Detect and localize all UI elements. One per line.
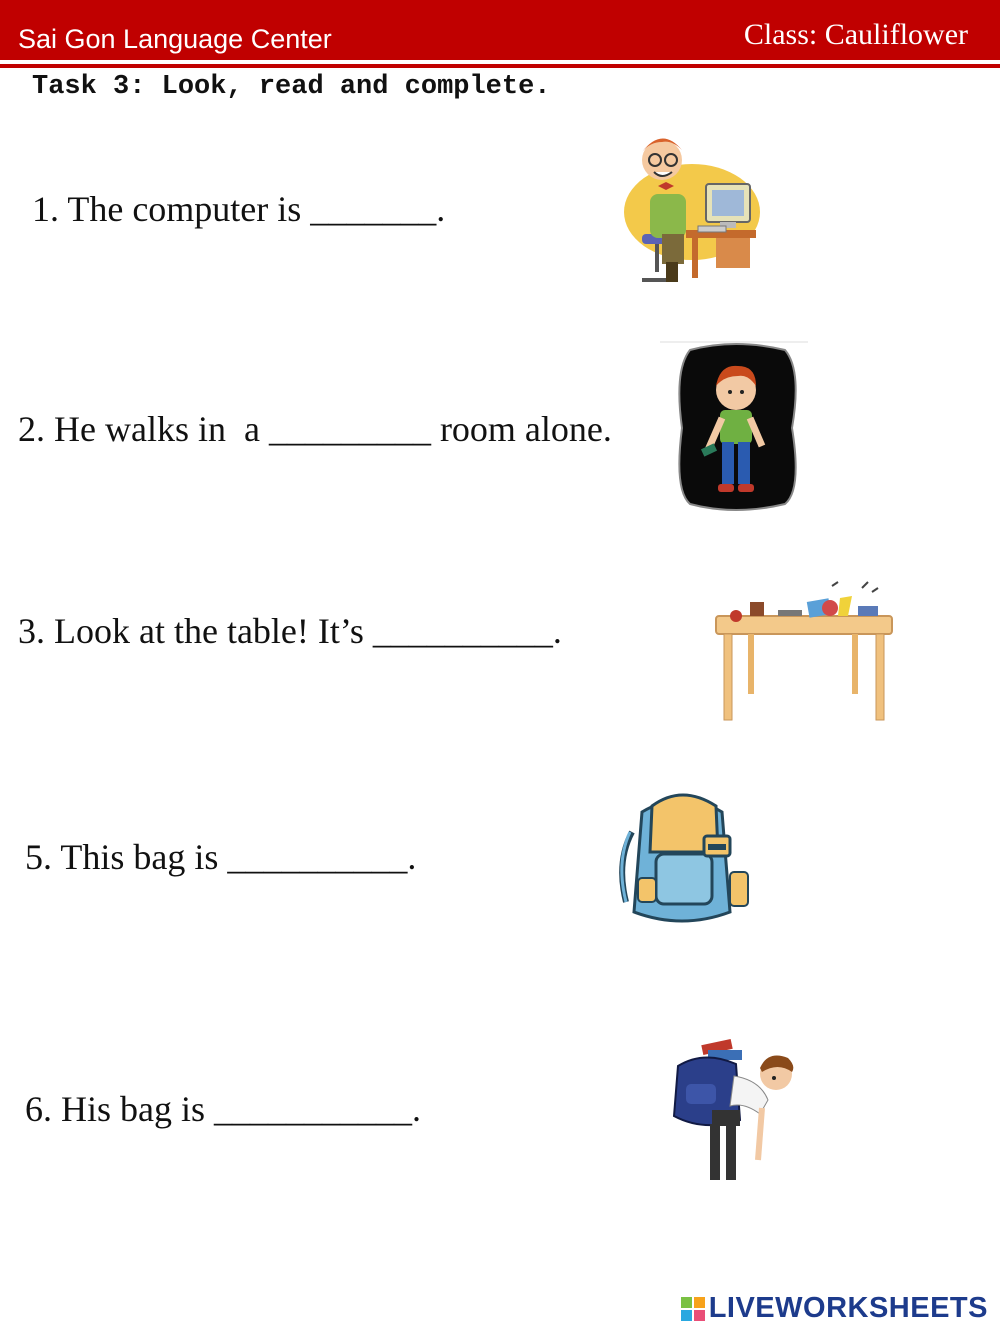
question-1: 1. The computer is _______. bbox=[32, 189, 446, 229]
question-5: 5. This bag is __________. bbox=[25, 837, 417, 877]
liveworksheets-logo bbox=[681, 1292, 988, 1325]
boy-in-dark-room-picture bbox=[660, 340, 810, 516]
man-at-computer-picture bbox=[622, 122, 762, 294]
boy-with-heavy-bag-picture bbox=[664, 1036, 804, 1190]
liveworksheets-logo-text: LIVEWORKSHEETS bbox=[708, 1292, 988, 1324]
messy-table-picture bbox=[712, 578, 896, 724]
question-3: 3. Look at the table! It’s __________. bbox=[18, 611, 562, 651]
task-title: Task 3: Look, read and complete. bbox=[32, 72, 551, 102]
center-name: Sai Gon Language Center bbox=[18, 24, 332, 54]
header-rule bbox=[0, 64, 1000, 68]
question-6: 6. His bag is ___________. bbox=[25, 1089, 421, 1129]
liveworksheets-icon bbox=[681, 1297, 705, 1321]
question-2: 2. He walks in a _________ room alone. bbox=[18, 409, 612, 449]
backpack-picture bbox=[612, 792, 762, 938]
class-label: Class: Cauliflower bbox=[743, 18, 968, 51]
